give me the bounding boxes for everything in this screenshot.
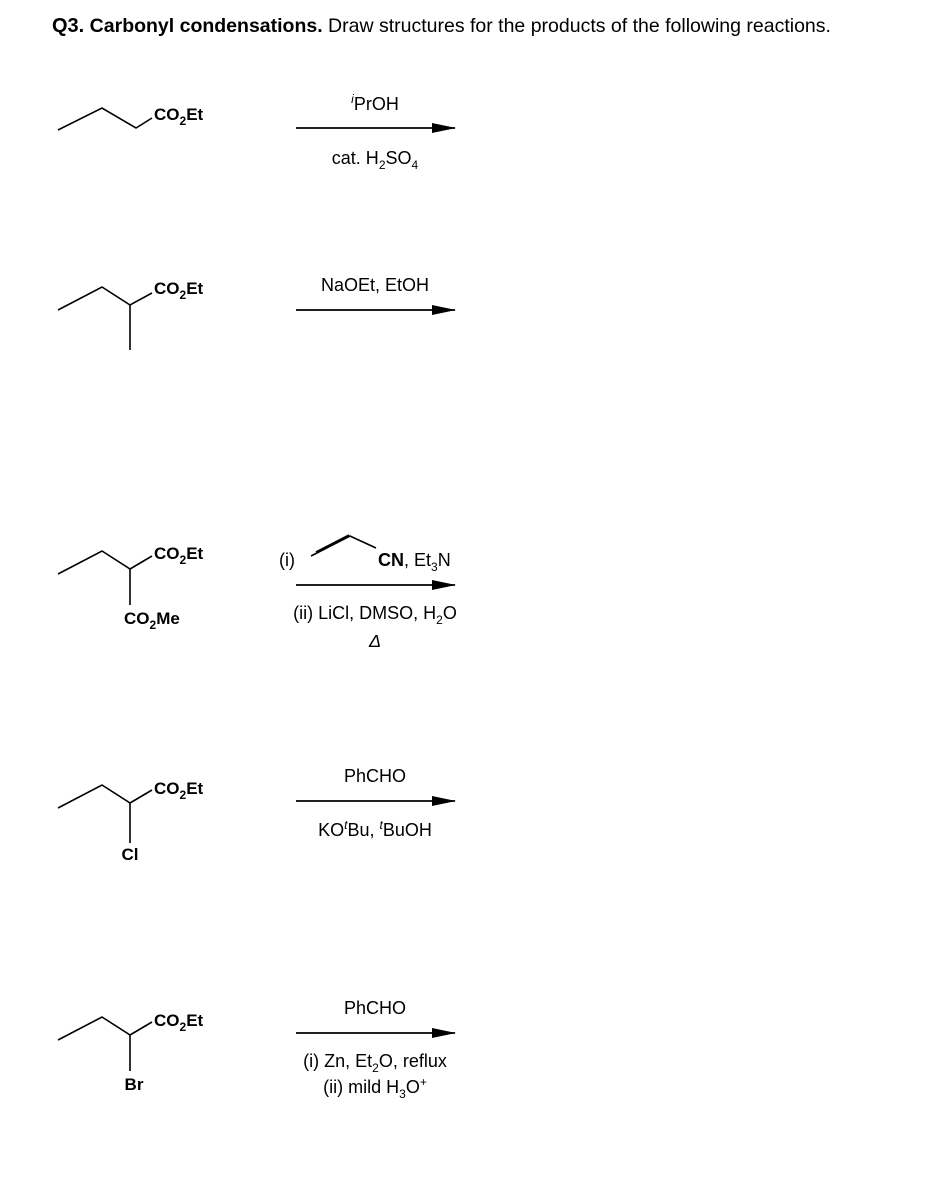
reagent-3-step-2: (ii) LiCl, DMSO, $H_2O$ (293, 603, 457, 627)
starting-material-2-skeleton (58, 287, 152, 310)
reagent-5-step-2: (ii) mild $H_3O^+$ (323, 1075, 427, 1101)
reagent-4-above: PhCHO (343, 766, 407, 786)
question-title: Carbonyl condensations. (89, 15, 323, 37)
reaction-2 (58, 275, 455, 350)
acrylonitrile-double-bond (316, 535, 349, 552)
reaction-4 (58, 766, 455, 864)
reagent-5-step-1: (i) Zn, $Et_2O$, reflux (303, 1051, 447, 1075)
bromo-substituent: Br (124, 1075, 144, 1094)
ester-group-4: $CO_2Et$ (154, 779, 204, 802)
acrylonitrile-skeleton (311, 536, 376, 556)
starting-material-1-skeleton (58, 108, 152, 130)
ester-group-2: $CO_2Et$ (154, 279, 204, 302)
question-instruction: Draw structures for the products of the following reactions. (328, 15, 831, 37)
reaction-3 (58, 535, 457, 651)
methyl-ester-group-3: $CO_2Me$ (124, 609, 180, 632)
reaction-1 (58, 92, 455, 172)
reagent-2-above: NaOEt, EtOH (320, 275, 430, 295)
question-number: Q3. (52, 15, 85, 37)
reaction-5 (58, 998, 455, 1101)
reagent-3-step-1: CN, $Et_3N$ (378, 550, 451, 574)
ester-group-3: $CO_2Et$ (154, 544, 204, 567)
reagent-1-below: cat. $H_2SO_4$ (331, 148, 419, 172)
starting-material-3-skeleton (58, 551, 152, 574)
starting-material-4-skeleton (58, 785, 152, 808)
reagent-4-below: $KO^tBu$, $^t$BuOH (318, 818, 432, 840)
reagent-3-step-1-label: (i) (279, 550, 295, 570)
reagent-1-above: $^i$PrOH (351, 92, 399, 114)
heat-symbol: Δ (368, 631, 382, 651)
ester-group-5: $CO_2Et$ (154, 1011, 204, 1034)
chloro-substituent: Cl (121, 845, 139, 864)
ester-group-1: $CO_2Et$ (154, 105, 204, 128)
reagent-5-above: PhCHO (343, 998, 407, 1018)
starting-material-5-skeleton (58, 1017, 152, 1040)
